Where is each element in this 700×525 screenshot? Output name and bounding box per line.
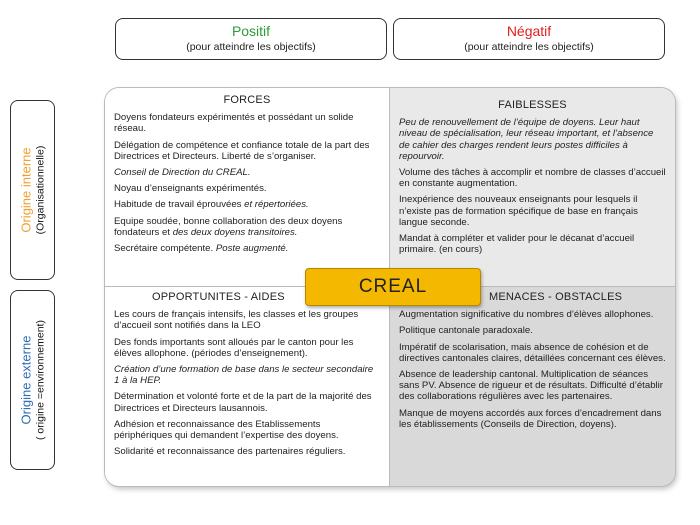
faiblesses-item: Peu de renouvellement de l’équipe de doyens. Leur haut niveau de spécialisation, leur réseau important, et l’absence de cahier des charges rendent leurs postes difficiles à repourvoir.: [399, 117, 654, 162]
forces-item-part: et répertoriées.: [244, 199, 309, 211]
side-label-interne: [10, 100, 55, 280]
side-externe-subtitle: ( origine =environnement): [34, 320, 46, 440]
opportunites-item: Les cours de français intensifs, les classes et les groupes d’accueil sont notifiés dans la LEO: [114, 309, 359, 332]
header-positif-title: Positif: [231, 23, 271, 39]
forces-item: Conseil de Direction du CREAL.: [114, 167, 251, 179]
forces-item-part: Equipe soudée, bonne collaboration des deux doyens fondateurs et: [114, 215, 343, 238]
menaces-item: Impératif de scolarisation, mais absence de cohésion et de directives cantonales claires, détaillées concernant ces élèves.: [399, 341, 666, 364]
faiblesses-title: FAIBLESSES: [498, 99, 567, 111]
forces-item-part: Secrétaire compétente.: [114, 243, 214, 255]
forces-item-part: Habitude de travail éprouvées: [114, 199, 242, 211]
side-label-externe: [10, 290, 55, 470]
opportunites-title: OPPORTUNITES - AIDES: [152, 291, 285, 303]
faiblesses-item: Mandat à compléter et valider pour le décanat d’accueil primaire. (en cours): [399, 233, 635, 256]
menaces-item: Manque de moyens accordés aux forces d’encadrement dans les établissements (Conseils de Direction, doyens).: [399, 407, 662, 430]
side-interne-subtitle: (Organisationnelle): [34, 145, 46, 235]
menaces-item: Augmentation significative du nombres d’élèves allophones.: [399, 309, 654, 321]
quadrant-opportunites: [105, 287, 390, 486]
side-interne-title: Origine interne: [18, 147, 33, 233]
header-negatif-title: Négatif: [506, 23, 552, 39]
side-externe-title: Origine externe: [18, 335, 33, 425]
forces-item: [114, 199, 380, 210]
quadrant-faiblesses: [390, 88, 675, 287]
forces-title: FORCES: [223, 94, 271, 106]
forces-item-part: des deux doyens transitoires.: [172, 226, 298, 238]
menaces-item: Politique cantonale paradoxale.: [399, 325, 533, 337]
menaces-item: Absence de leadership cantonal. Multiplication de séances sans PV. Absence de rigueur et de résultats. Difficulté d’établir des collaborations régulières avec les partenaires.: [399, 369, 663, 403]
header-negatif-subtitle: (pour atteindre les objectifs): [464, 41, 594, 53]
opportunites-item: Des fonds importants sont alloués par le canton pour les élèves allophone. (périodes d’enseignement).: [114, 336, 354, 359]
quadrant-menaces: [390, 287, 675, 486]
header-positif-subtitle: (pour atteindre les objectifs): [186, 41, 316, 53]
quadrant-forces: [105, 88, 390, 287]
opportunites-item: Adhésion et reconnaissance des Etablissements périphériques qui demandent l’expertise des doyens.: [114, 418, 339, 442]
faiblesses-item: Inexpérience des nouveaux enseignants pour lesquels il n’existe pas de formation spécifique de base en français langue seconde.: [399, 194, 638, 228]
faiblesses-item: Volume des tâches à accomplir et nombre de classes d’accueil en constante augmentation.: [399, 167, 666, 190]
forces-item: [114, 243, 380, 254]
forces-item: [114, 216, 380, 238]
menaces-title: MENACES - OBSTACLES: [489, 291, 623, 303]
forces-item: Délégation de compétence et confiance totale de la part des Directrices et Directeurs. Liberté de s’organiser.: [114, 139, 370, 162]
creal-center-label: CREAL: [305, 268, 481, 306]
forces-item: Doyens fondateurs expérimentés et possédant un solide réseau.: [114, 112, 354, 135]
header-negatif: [393, 18, 665, 60]
forces-item: Noyau d’enseignants expérimentés.: [114, 183, 267, 195]
opportunites-item: Solidarité et reconnaissance des partenaires réguliers.: [114, 446, 346, 458]
forces-item-part: Poste augmenté.: [215, 243, 289, 255]
opportunites-item: Création d’une formation de base dans le secteur secondaire 1 à la HEP.: [114, 364, 374, 387]
header-positif: [115, 18, 387, 60]
opportunites-item: Détermination et volonté forte et de la part de la majorité des Directrices et Directeurs lausannois.: [114, 391, 372, 414]
